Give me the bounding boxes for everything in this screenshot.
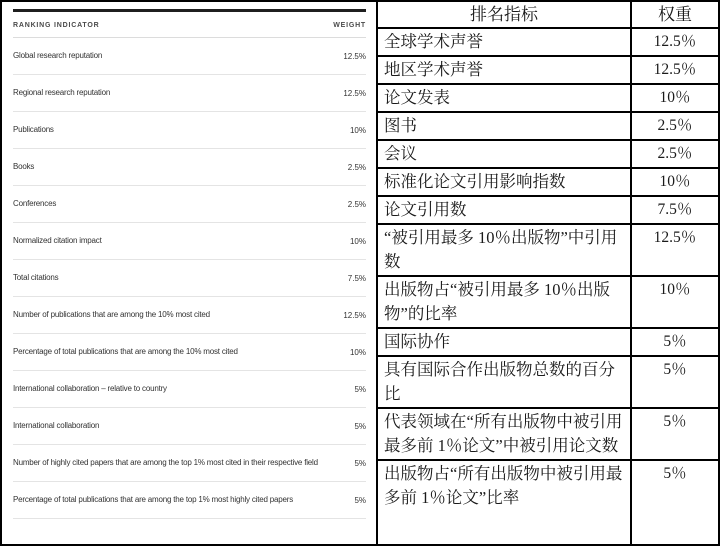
weight-cell: 5%	[354, 458, 366, 468]
weight-cell: 12.5%	[343, 310, 366, 320]
indicator-cell: International collaboration – relative to country	[13, 384, 167, 393]
weight-cell: 12.5%	[343, 51, 366, 61]
chinese-header-indicator: 排名指标	[378, 2, 632, 27]
indicator-cell: Normalized citation impact	[13, 236, 102, 245]
weight-cell: 10%	[349, 236, 366, 246]
indicator-cell: 会议	[378, 141, 632, 167]
table-row	[378, 461, 718, 544]
chinese-header-weight: 权重	[658, 5, 692, 24]
indicator-cell: 出版物占“被引用最多 10％出版物”的比率	[378, 277, 632, 327]
table-row	[13, 371, 366, 408]
indicator-cell: Percentage of total publications that are among the 10% most cited	[13, 347, 238, 356]
indicator-cell: 出版物占“所有出版物中被引用最多前 1％论文”比率	[378, 461, 632, 544]
table-row	[13, 297, 366, 334]
table-row	[378, 141, 718, 169]
weight-cell: 2.5％	[657, 145, 693, 162]
indicator-cell: 论文发表	[378, 85, 632, 111]
table-row	[13, 445, 366, 482]
table-row	[13, 38, 366, 75]
table-row	[13, 334, 366, 371]
weight-cell: 5％	[663, 333, 687, 350]
english-ranking-table	[2, 2, 376, 544]
table-row	[13, 260, 366, 297]
indicator-cell: 国际协作	[378, 329, 632, 355]
indicator-cell: 地区学术声誉	[378, 57, 632, 83]
table-row	[13, 149, 366, 186]
indicator-cell: 代表领域在“所有出版物中被引用最多前 1％论文”中被引用论文数	[378, 409, 632, 459]
table-row	[13, 186, 366, 223]
table-row	[13, 112, 366, 149]
chinese-table-header	[378, 2, 718, 29]
indicator-cell: Total citations	[13, 273, 59, 282]
weight-cell: 10％	[659, 89, 691, 106]
weight-cell: 12.5％	[653, 33, 697, 50]
english-header-weight: WEIGHT	[333, 22, 366, 29]
indicator-cell: Books	[13, 162, 35, 171]
weight-cell: 5%	[354, 495, 366, 505]
table-row	[378, 85, 718, 113]
table-row	[378, 225, 718, 277]
weight-cell: 12.5％	[653, 61, 697, 78]
weight-cell: 5％	[663, 413, 687, 430]
indicator-cell: Regional research reputation	[13, 88, 111, 97]
weight-cell: 10％	[659, 173, 691, 190]
indicator-cell: 图书	[378, 113, 632, 139]
table-row	[378, 409, 718, 461]
weight-cell: 5％	[663, 361, 687, 378]
weight-cell: 10％	[659, 281, 691, 298]
weight-cell: 2.5%	[347, 199, 366, 209]
indicator-cell: Percentage of total publications that are among the top 1% most highly cited papers	[13, 495, 294, 504]
weight-cell: 5%	[354, 384, 366, 394]
english-header-indicator: RANKING INDICATOR	[13, 22, 100, 29]
weight-cell: 7.5%	[347, 273, 366, 283]
table-row	[13, 482, 366, 519]
table-row	[378, 169, 718, 197]
indicator-cell: 标准化论文引用影响指数	[378, 169, 632, 195]
indicator-cell: Global research reputation	[13, 51, 103, 60]
table-row	[13, 75, 366, 112]
weight-cell: 12.5％	[653, 229, 697, 246]
indicator-cell: Number of highly cited papers that are among the top 1% most cited in their respective field	[13, 458, 318, 467]
weight-cell: 10%	[349, 125, 366, 135]
weight-cell: 5%	[354, 421, 366, 431]
indicator-cell: 具有国际合作出版物总数的百分比	[378, 357, 632, 407]
indicator-cell: 全球学术声誉	[378, 29, 632, 55]
weight-cell: 2.5％	[657, 117, 693, 134]
table-row	[378, 277, 718, 329]
table-row	[378, 357, 718, 409]
weight-cell: 5％	[663, 465, 687, 482]
indicator-cell: Conferences	[13, 199, 57, 208]
table-row	[13, 408, 366, 445]
weight-cell: 12.5%	[343, 88, 366, 98]
weight-cell: 10%	[349, 347, 366, 357]
indicator-cell: International collaboration	[13, 421, 100, 430]
weight-cell: 7.5％	[657, 201, 693, 218]
table-row	[378, 197, 718, 225]
indicator-cell: “被引用最多 10％出版物”中引用数	[378, 225, 632, 275]
chinese-table-body	[378, 29, 718, 544]
english-table-body	[13, 38, 366, 519]
indicator-cell: Publications	[13, 125, 54, 134]
weight-cell: 2.5%	[347, 162, 366, 172]
table-row	[13, 223, 366, 260]
indicator-cell: Number of publications that are among the 10% most cited	[13, 310, 210, 319]
table-row	[378, 329, 718, 357]
indicator-cell: 论文引用数	[378, 197, 632, 223]
table-row	[378, 113, 718, 141]
english-table-header	[13, 12, 366, 38]
table-row	[378, 57, 718, 85]
table-row	[378, 29, 718, 57]
chinese-ranking-table	[376, 2, 718, 544]
